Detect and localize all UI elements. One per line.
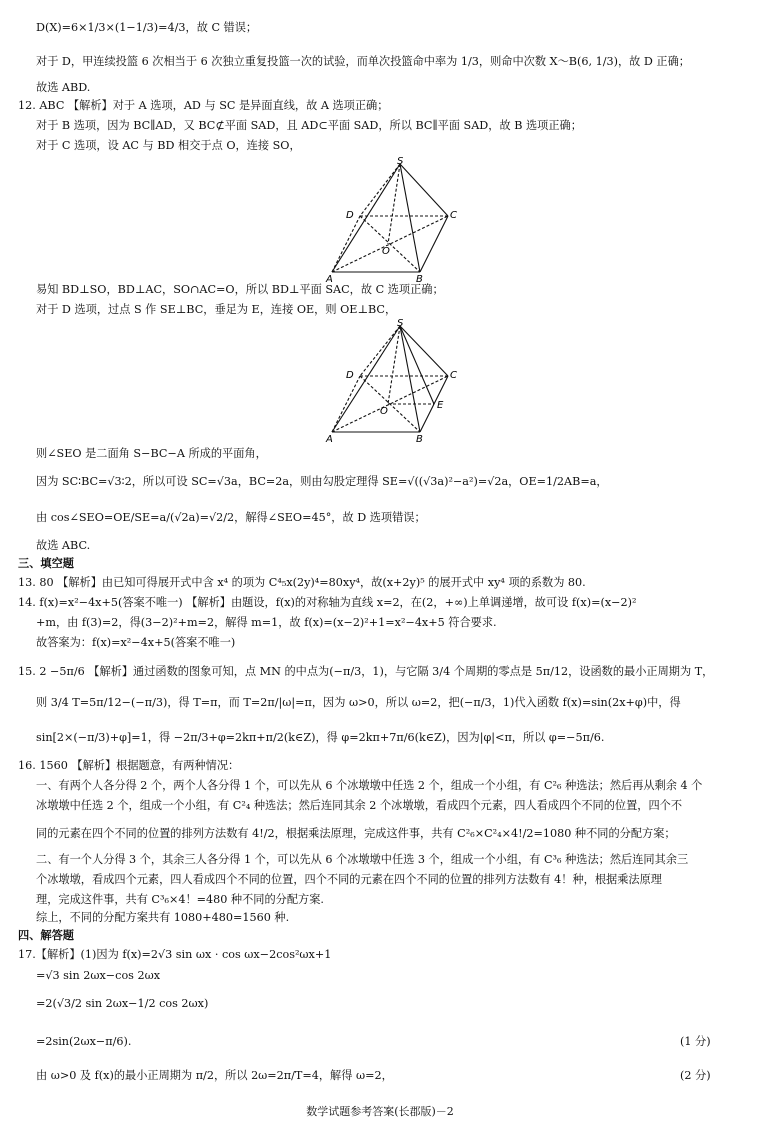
- text-line: 二、有一个人分得 3 个，其余三人各分得 1 个，可以先从 6 个冰墩墩中任选 3 个，组成一个小组，有 C³₆ 种选法；然后连同其余三: [36, 853, 689, 866]
- text-line: 17.【解析】(1)因为 f(x)=2√3 sin ωx · cos ωx−2cos²ωx+1: [18, 948, 332, 961]
- text-line: 故选 ABC.: [36, 539, 91, 552]
- vertex-label: D: [346, 210, 354, 221]
- vertex-label: O: [380, 406, 388, 417]
- text-line: 冰墩墩中任选 2 个，组成一个小组，有 C²₄ 种选法；然后连同其余 2 个冰墩墩，看成四个元素，四人看成四个不同的位置，四个不: [36, 799, 683, 812]
- vertex-label: S: [397, 318, 404, 329]
- vertex-label: C: [450, 210, 457, 221]
- text-line: sin[2×(−π/3)+φ]=1，得 −2π/3+φ=2kπ+π/2(k∈Z)，得 φ=2kπ+7π/6(k∈Z)，因为|φ|<π，所以 φ=−5π/6.: [36, 731, 605, 744]
- text-line: =2(√3/2 sin 2ωx−1/2 cos 2ωx): [36, 997, 209, 1010]
- text-line: 15. 2 −5π/6 【解析】通过函数的图象可知，点 MN 的中点为(−π/3，1)，与它隔 3/4 个周期的零点是 5π/12，设函数的最小正周期为 T，: [18, 665, 714, 678]
- text-line: 易知 BD⊥SO，BD⊥AC，SO∩AC=O，所以 BD⊥平面 SAC，故 C 选项正确；: [36, 283, 444, 296]
- text-line: 12. ABC 【解析】对于 A 选项，AD 与 SC 是异面直线，故 A 选项正确；: [18, 99, 389, 112]
- text-line: 13. 80 【解析】由已知可得展开式中含 x⁴ 的项为 C⁴₅x(2y)⁴=80xy⁴，故(x+2y)⁵ 的展开式中 xy⁴ 项的系数为 80.: [18, 576, 586, 589]
- text-line: D(X)=6×1/3×(1−1/3)=4/3，故 C 错误；: [36, 21, 258, 34]
- vertex-label: O: [382, 246, 390, 257]
- text-line: 对于 B 选项，因为 BC∥AD，又 BC⊄平面 SAD，且 AD⊂平面 SAD，所以 BC∥平面 SAD，故 B 选项正确；: [36, 119, 582, 132]
- vertex-label: C: [450, 370, 457, 381]
- text-line: 故选 ABD.: [36, 81, 91, 94]
- text-line: 对于 C 选项，设 AC 与 BD 相交于点 O，连接 SO，: [36, 139, 301, 152]
- vertex-label: S: [397, 156, 404, 167]
- text-line: 故答案为：f(x)=x²−4x+5(答案不唯一): [36, 636, 236, 649]
- section-heading: 四、解答题: [18, 929, 74, 942]
- text-line: =2sin(2ωx−π/6).: [36, 1035, 132, 1048]
- text-line: 一、有两个人各分得 2 个，两个人各分得 1 个，可以先从 6 个冰墩墩中任选 2 个，组成一个小组，有 C²₆ 种选法；然后再从剩余 4 个: [36, 779, 703, 792]
- vertex-label: B: [416, 434, 423, 444]
- score-label: (1 分): [680, 1035, 711, 1048]
- vertex-label: B: [416, 274, 423, 282]
- vertex-label: A: [326, 434, 333, 444]
- text-line: =√3 sin 2ωx−cos 2ωx: [36, 969, 161, 982]
- pyramid-figure-2: [320, 318, 470, 444]
- text-line: +m，由 f(3)=2，得(3−2)²+m=2，解得 m=1，故 f(x)=(x−2)²+1=x²−4x+5 符合要求.: [36, 616, 497, 629]
- score-label: (2 分): [680, 1069, 711, 1082]
- vertex-label: E: [437, 400, 444, 411]
- text-line: 综上，不同的分配方案共有 1080+480=1560 种.: [36, 911, 290, 924]
- text-line: 则 3/4 T=5π/12−(−π/3)，得 T=π，而 T=2π/|ω|=π，因为 ω>0，所以 ω=2，把(−π/3，1)代入函数 f(x)=sin(2x+φ)中，得: [36, 696, 681, 709]
- vertex-label: A: [326, 274, 333, 282]
- pyramid-figure-1: [320, 156, 470, 282]
- text-line: 因为 SC∶BC=√3∶2，所以可设 SC=√3a，BC=2a，则由勾股定理得 SE=√((√3a)²−a²)=√2a，OE=1/2AB=a，: [36, 475, 608, 488]
- text-line: 理，完成这件事，共有 C³₆×4！=480 种不同的分配方案.: [36, 893, 324, 906]
- text-line: 则∠SEO 是二面角 S−BC−A 所成的平面角，: [36, 447, 267, 460]
- text-line: 由 cos∠SEO=OE/SE=a/(√2a)=√2/2，解得∠SEO=45°，故 D 选项错误；: [36, 511, 426, 524]
- text-line: 同的元素在四个不同的位置的排列方法数有 4!/2，根据乘法原理，完成这件事，共有 C²₆×C²₄×4!/2=1080 种不同的分配方案；: [36, 827, 676, 840]
- text-line: 由 ω>0 及 f(x)的最小正周期为 π/2，所以 2ω=2π/T=4，解得 ω=2，: [36, 1069, 393, 1082]
- text-line: 个冰墩墩，看成四个元素，四人看成四个不同的位置，四个不同的元素在四个不同的位置的排列方法数有 4！种，根据乘法原理: [36, 873, 662, 886]
- page-footer: 数学试题参考答案(长郡版)－2: [306, 1105, 454, 1118]
- text-line: 对于 D 选项，过点 S 作 SE⊥BC，垂足为 E，连接 OE，则 OE⊥BC，: [36, 303, 397, 316]
- text-line: 对于 D，甲连续投篮 6 次相当于 6 次独立重复投篮一次的试验，而单次投篮命中率为 1/3，则命中次数 X～B(6, 1/3)，故 D 正确；: [36, 55, 690, 68]
- section-heading: 三、填空题: [18, 557, 74, 570]
- text-line: 14. f(x)=x²−4x+5(答案不唯一) 【解析】由题设，f(x)的对称轴为直线 x=2，在(2，+∞)上单调递增，故可设 f(x)=(x−2)²: [18, 596, 637, 609]
- vertex-label: D: [346, 370, 354, 381]
- text-line: 16. 1560 【解析】根据题意，有两种情况：: [18, 759, 240, 772]
